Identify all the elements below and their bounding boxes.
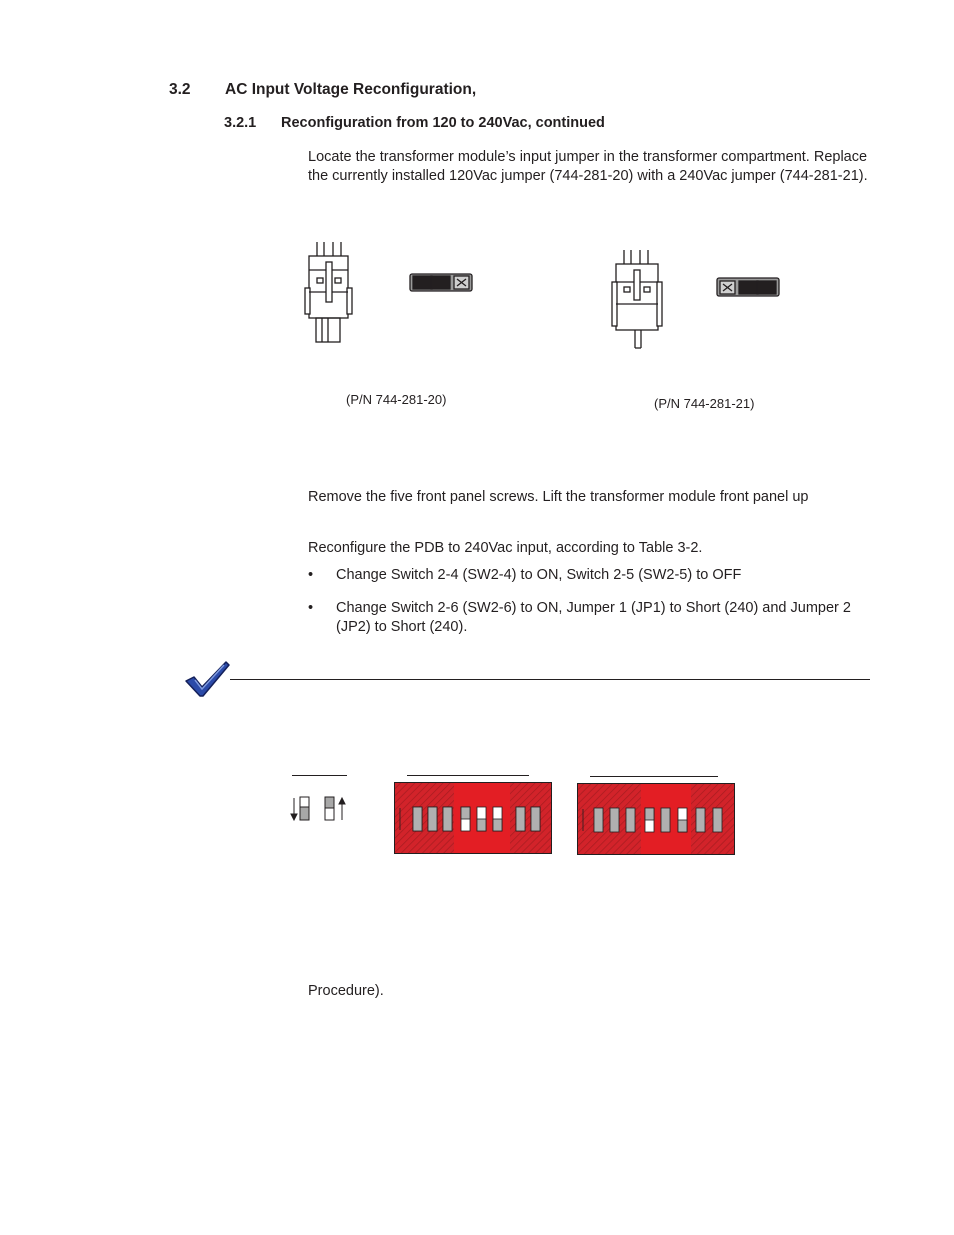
procedure-paragraph: Procedure). <box>308 983 384 999</box>
section-heading <box>169 81 476 99</box>
jumper-120-block <box>410 274 472 291</box>
subsection-number: 3.2.1 <box>224 115 257 131</box>
bullet-text: Change Switch 2-4 (SW2-4) to ON, Switch 2-5 (SW2-5) to OFF <box>336 567 742 583</box>
subsection-heading <box>224 115 605 131</box>
jumper-240-caption: (P/N 744-281-21) <box>654 396 755 411</box>
locate-jumper-paragraph: Locate the transformer module’s input jumper in the transformer compartment. Replace the currently installed 120Vac jumper (744-281-20) with a 240Vac jumper (744-281-21). <box>308 149 868 184</box>
bullet-symbol: • <box>308 600 314 616</box>
legend-header-rule <box>292 775 347 776</box>
switch-bank-1-header-rule <box>407 775 529 776</box>
section-title: AC Input Voltage Reconfiguration, <box>225 81 477 98</box>
section-number: 3.2 <box>169 81 191 98</box>
switch-bank-2-header-rule <box>590 776 718 777</box>
reconfigure-paragraph: Reconfigure the PDB to 240Vac input, according to Table 3-2. <box>308 540 703 556</box>
remove-panel-paragraph: Remove the five front panel screws. Lift the transformer module front panel up <box>308 489 809 505</box>
note-divider <box>230 679 870 680</box>
jumper-240-illustration <box>607 244 787 354</box>
bullet-item <box>308 566 868 586</box>
jumper-120-illustration <box>300 236 480 351</box>
jumper-120-caption: (P/N 744-281-20) <box>346 392 447 407</box>
jumper-240-block <box>717 278 779 296</box>
bullet-item <box>308 599 868 639</box>
switch-bank-2 <box>577 783 737 857</box>
switch-bank-1 <box>394 782 554 856</box>
bullet-symbol: • <box>308 567 314 583</box>
subsection-title: Reconfiguration from 120 to 240Vac, continued <box>281 115 605 131</box>
bullet-text: Change Switch 2-6 (SW2-6) to ON, Jumper 1 (JP1) to Short (240) and Jumper 2 (JP2) to Short (240). <box>336 600 851 635</box>
checkmark-icon <box>184 659 232 699</box>
switch-legend <box>288 794 358 826</box>
